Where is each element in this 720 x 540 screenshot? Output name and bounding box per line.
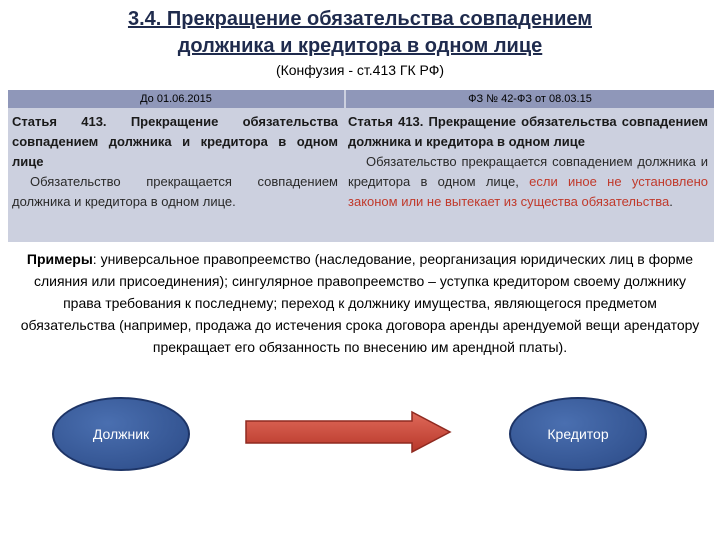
title-line-1: 3.4. Прекращение обязательства совпадением: [127, 8, 593, 30]
right-article-heading: Статья 413. Прекращение обязательства совпадением должника и кредитора в одном лице: [348, 114, 708, 149]
right-column-cell: [348, 112, 708, 212]
examples-paragraph: [20, 248, 700, 358]
title-line-2: должника и кредитора в одном лице: [177, 35, 543, 57]
left-column-cell: [12, 112, 338, 212]
right-article-text: Обязательство прекращается совпадением должника и кредитора в одном лице,: [348, 154, 708, 189]
right-article-end: .: [669, 194, 673, 209]
comparison-table: [8, 90, 714, 242]
left-article-heading: Статья 413. Прекращение обязательства совпадением должника и кредитора в одном лице: [12, 114, 338, 169]
right-article-addition: если иное не установлено законом или не вытекает из существа обязательства: [348, 174, 708, 209]
left-column-header: До 01.06.2015: [8, 90, 344, 108]
creditor-node: Кредитор: [509, 397, 647, 471]
right-column-header: ФЗ № 42-ФЗ от 08.03.15: [346, 90, 714, 108]
page-title: [0, 6, 720, 60]
subtitle: (Конфузия - ст.413 ГК РФ): [275, 62, 445, 78]
left-article-text: Обязательство прекращается совпадением должника и кредитора в одном лице.: [12, 174, 338, 209]
debtor-node: Должник: [52, 397, 190, 471]
examples-lead: Примеры: [26, 251, 93, 267]
arrow-right-icon: [244, 410, 454, 454]
examples-text: : универсальное правопреемство (наследование, реорганизация юридических лиц в форме слияния или присоединения); сингулярное правопреемство – уступка кредитором своему должнику права требования к последнему; переход к должнику имущества, являющегося предметом обязательства (например, продажа до истечения срока договора аренды арендуемой вещи арендатору прекращает его обязанность по внесению им арендной платы).: [20, 251, 700, 355]
